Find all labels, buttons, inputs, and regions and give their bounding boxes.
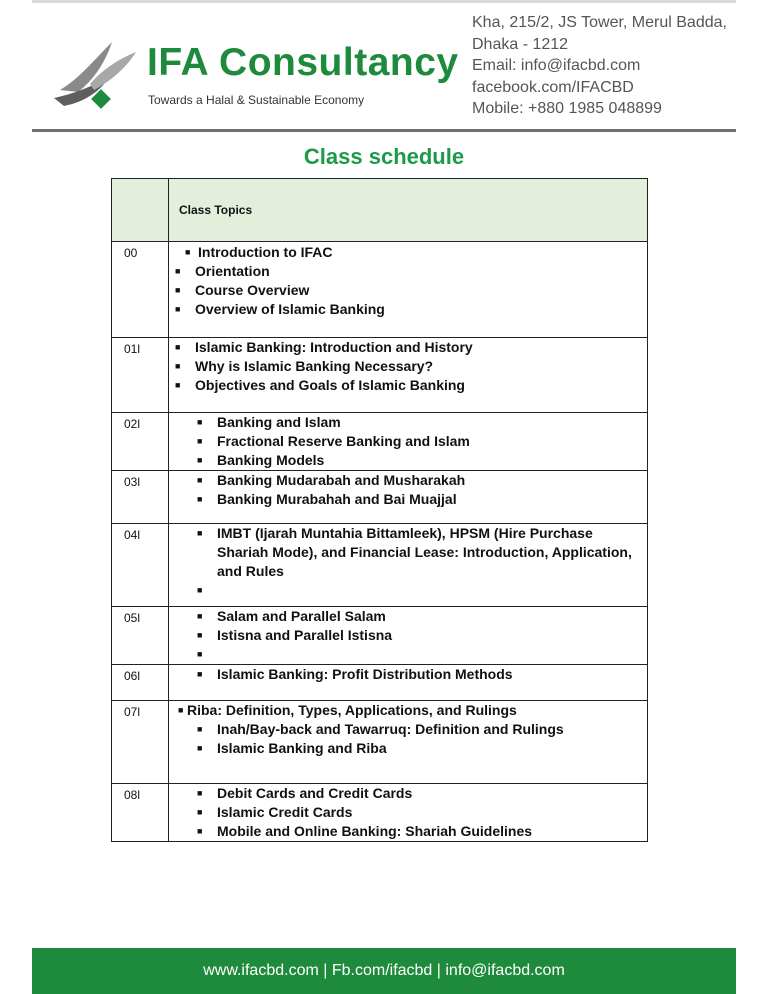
bullet-icon: ■: [197, 649, 203, 659]
bullet-icon: ■: [175, 342, 181, 352]
table-row: [112, 607, 648, 665]
facebook-line: facebook.com/IFACBD: [472, 78, 634, 96]
list-item: [169, 581, 641, 600]
bullet-icon: ■: [197, 417, 203, 427]
list-item: ■ Mobile and Online Banking: Shariah Guidelines: [197, 823, 533, 839]
bullet-icon: ■: [197, 788, 203, 798]
header-divider: [32, 129, 736, 132]
topic-list: [169, 701, 647, 758]
list-item: ■ Overview of Islamic Banking: [175, 301, 385, 317]
topics-cell: [169, 524, 648, 607]
bullet-icon: ■: [197, 826, 203, 836]
header-number-cell: [112, 179, 169, 242]
list-item: ■ Inah/Bay-back and Tawarruq: Definition and Rulings: [197, 721, 564, 737]
bullet-icon: ■: [197, 585, 203, 595]
topics-cell: [169, 471, 648, 524]
bullet-icon: ■: [175, 304, 181, 314]
bullet-icon: ■: [175, 361, 181, 371]
topics-cell: [169, 701, 648, 784]
topic-list: [169, 665, 647, 684]
brand-name: IFA Consultancy: [147, 41, 459, 84]
table-row: [112, 784, 648, 842]
address-line-1: Kha, 215/2, JS Tower, Merul Badda,: [472, 14, 727, 31]
topics-cell: [169, 607, 648, 665]
list-item: [169, 645, 647, 664]
email-line: Email: info@ifacbd.com: [472, 57, 641, 74]
list-item: ■ Riba: Definition, Types, Applications, and Rulings: [178, 702, 517, 718]
topics-cell: [169, 242, 648, 338]
list-item: ■ Introduction to IFAC: [185, 244, 333, 260]
page-title: Class schedule: [303, 144, 465, 169]
bullet-icon: ■: [197, 724, 203, 734]
topic-list: [169, 607, 647, 664]
table-row: [112, 242, 648, 338]
header-topics-cell: Class Topics: [169, 179, 648, 242]
topic-list: [169, 338, 647, 395]
bullet-icon: ■: [175, 380, 181, 390]
list-item: ■ Banking and Islam: [197, 414, 341, 430]
table-header-row: [112, 179, 648, 242]
list-item: ■ Islamic Banking: Profit Distribution Methods: [197, 666, 513, 682]
table-row: [112, 665, 648, 701]
list-item: ■ Orientation: [175, 263, 270, 279]
topics-cell: [169, 413, 648, 471]
table-row: [112, 524, 648, 607]
bullet-icon: ■: [178, 705, 184, 715]
class-number: 04l: [112, 524, 169, 607]
bullet-icon: ■: [197, 436, 203, 446]
class-number: 08l: [112, 784, 169, 842]
class-number: 01l: [112, 338, 169, 413]
table-row: [112, 471, 648, 524]
list-item: ■ IMBT (Ijarah Muntahia Bittamleek), HPSM (Hire Purchase Shariah Mode), and Financial Lease: Introduction, Application, and Rules: [197, 525, 632, 579]
list-item: ■ Banking Murabahah and Bai Muajjal: [197, 491, 457, 507]
list-item: ■ Islamic Banking and Riba: [197, 740, 387, 756]
topic-list: [169, 524, 647, 600]
brand-tagline: Towards a Halal & Sustainable Economy: [148, 93, 365, 107]
contact-block: [472, 12, 742, 120]
bullet-icon: ■: [197, 528, 203, 538]
topic-list: [169, 784, 647, 841]
schedule-table: [111, 178, 648, 842]
bullet-icon: ■: [197, 494, 203, 504]
bullet-icon: ■: [185, 247, 191, 257]
list-item: ■ Debit Cards and Credit Cards: [197, 785, 413, 801]
bullet-icon: ■: [197, 475, 203, 485]
class-number: 07l: [112, 701, 169, 784]
topics-cell: [169, 784, 648, 842]
list-item: ■ Fractional Reserve Banking and Islam: [197, 433, 470, 449]
list-item: ■ Banking Models: [197, 452, 325, 468]
list-item: ■ Banking Mudarabah and Musharakah: [197, 472, 466, 488]
list-item: ■ Course Overview: [175, 282, 310, 298]
bullet-icon: ■: [197, 743, 203, 753]
topic-list: [169, 471, 647, 509]
list-item: ■ Islamic Credit Cards: [197, 804, 353, 820]
list-item: ■ Why is Islamic Banking Necessary?: [175, 358, 434, 374]
bullet-icon: ■: [175, 285, 181, 295]
list-item: ■ Salam and Parallel Salam: [197, 608, 386, 624]
bullet-icon: ■: [175, 266, 181, 276]
bullet-icon: ■: [197, 455, 203, 465]
list-item: ■ Islamic Banking: Introduction and History: [175, 339, 473, 355]
topics-cell: [169, 338, 648, 413]
bullet-icon: ■: [197, 669, 203, 679]
topic-list: [169, 413, 647, 470]
class-number: 02l: [112, 413, 169, 471]
list-item: ■ Istisna and Parallel Istisna: [197, 627, 393, 643]
bullet-icon: ■: [197, 807, 203, 817]
ifac-logo-icon: [50, 38, 142, 114]
mobile-line: Mobile: +880 1985 048899: [472, 100, 662, 117]
letterhead: [32, 0, 736, 132]
table-row: [112, 413, 648, 471]
topics-cell: [169, 665, 648, 701]
bullet-icon: ■: [197, 611, 203, 621]
table-row: [112, 701, 648, 784]
footer-bar: www.ifacbd.com | Fb.com/ifacbd | info@ifacbd.com: [32, 948, 736, 994]
address-line-2: Dhaka - 1212: [472, 35, 569, 53]
class-number: 03l: [112, 471, 169, 524]
class-number: 06l: [112, 665, 169, 701]
bullet-icon: ■: [197, 630, 203, 640]
topic-list: [169, 243, 647, 319]
table-row: [112, 338, 648, 413]
class-number: 00: [112, 242, 169, 338]
class-number: 05l: [112, 607, 169, 665]
list-item: ■ Objectives and Goals of Islamic Banking: [175, 377, 465, 393]
